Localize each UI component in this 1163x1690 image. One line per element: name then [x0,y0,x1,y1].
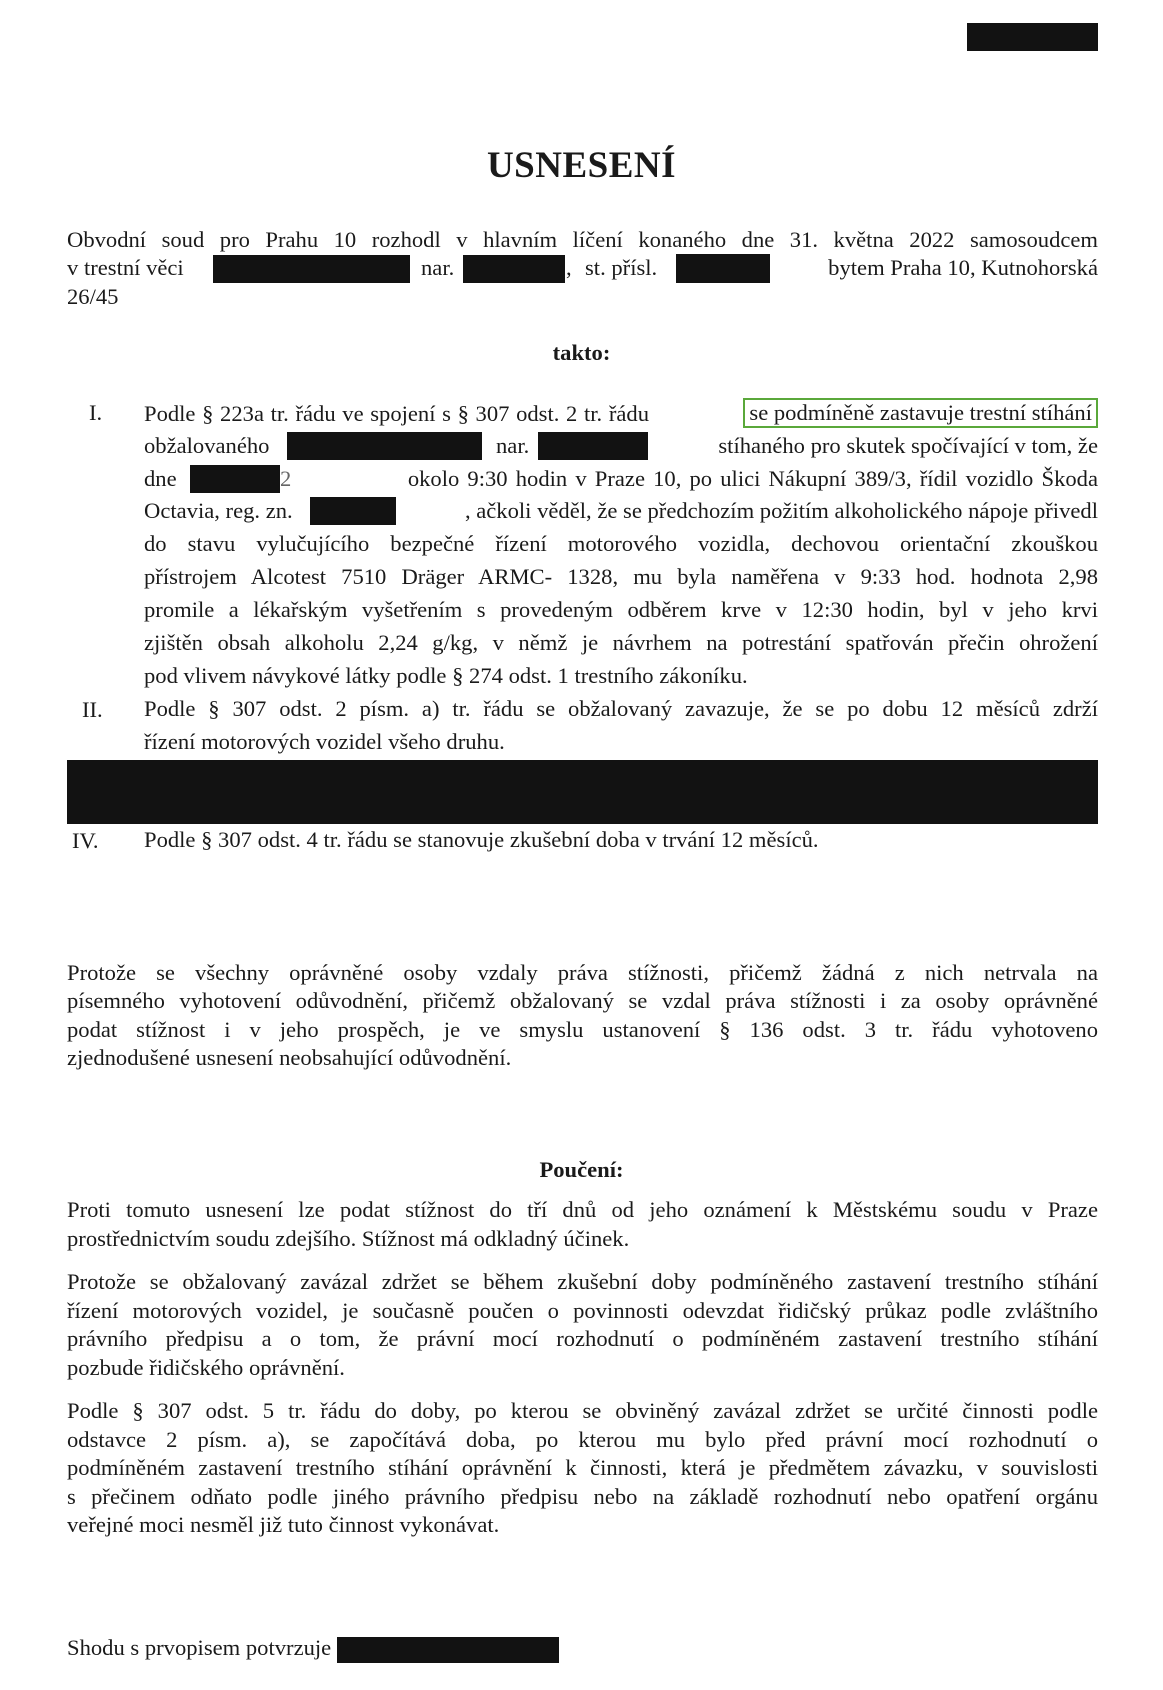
item-1-number: I. [89,400,103,425]
item-1-text-c: nar. [496,433,530,458]
intro-line-2 [67,254,1098,284]
instructions-p3-line-1: Podle § 307 odst. 5 tr. řádu do doby, po kterou se obviněný zavázal zdržet se určité činnosti podle [67,1398,1098,1423]
intro-text-d: st. přísl. [585,255,658,280]
instructions-p3-line-4: s přečinem odňato podle jiného právního předpisu nebo na základě rozhodnutí nebo opatření orgánu [67,1484,1098,1509]
redacted-birthdate [538,432,648,460]
instructions-p3-line-3: podmíněném zastavení trestního stíhání oprávnění k činnosti, která je předmětem závazku, v souvislosti [67,1455,1098,1480]
redacted-signature [337,1637,559,1663]
item-1-text-b: obžalovaného [144,433,270,458]
redacted-item-3 [67,760,1098,824]
instructions-p1-line-2: prostřednictvím soudu zdejšího. Stížnost má odkladný účinek. [67,1226,630,1251]
instructions-p2-line-4: pozbude řidičského oprávnění. [67,1355,345,1380]
item-4-number: IV. [72,828,99,853]
highlighted-phrase: se podmíněně zastavuje trestní stíhání [743,398,1098,428]
intro-text-b: nar. [421,255,455,280]
item-1-text-i: , ačkoli věděl, že se předchozím požitím alkoholického nápoje přivedl [464,498,1098,523]
item-1-line-5: do stavu vylučujícího bezpečné řízení motorového vozidla, dechovou orientační zkouškou [144,531,1098,556]
item-1-text-h: Octavia, reg. zn. [144,498,293,523]
item-1-text-g: okolo 9:30 hodin v Praze 10, po ulici Nákupní 389/3, řídil vozidlo Škoda [407,466,1098,491]
instructions-p1-line-1: Proti tomuto usnesení lze podat stížnost do tří dnů od jeho oznámení k Městskému soudu v Praze [67,1197,1098,1222]
redacted-date [190,465,280,493]
reasoning-line-2: písemného vyhotovení odůvodnění, přičemž obžalovaný se vzdal práva stížnosti i za osoby oprávněné [67,988,1098,1013]
instructions-p3-line-2: odstavce 2 písm. a), se započítává doba, po kterou mu bylo před právní mocí rozhodnutí o [67,1427,1098,1452]
document-title: USNESENÍ [486,145,677,186]
item-4-line-1: Podle § 307 odst. 4 tr. řádu se stanovuje zkušební doba v trvání 12 měsíců. [144,827,819,852]
item-2-number: II. [82,697,103,722]
redacted-birthdate [463,255,565,283]
instructions-p2-line-2: řízení motorových vozidel, je současně poučen o povinnosti odevzdat řidičský průkaz podle zvláštního [67,1298,1098,1323]
redacted-name [213,255,410,283]
item-1-text-f: 2 [280,466,292,491]
item-2-line-1: Podle § 307 odst. 2 písm. a) tr. řádu se obžalovaný zavazuje, že se po dobu 12 měsíců zdrží [144,696,1098,721]
item-1-line-2 [144,430,1098,462]
item-1-line-4 [144,495,1098,527]
item-1-line-1 [144,398,1098,430]
reasoning-line-3: podat stížnost i v jeho prospěch, je ve smyslu ustanovení § 136 odst. 3 tr. řádu vyhotoveno [67,1017,1098,1042]
item-1-text-e: dne [144,466,177,491]
redacted-nationality [676,254,770,283]
intro-text-c: , [566,255,572,280]
intro-text-e: bytem Praha 10, Kutnohorská [828,255,1098,280]
redacted-registration [310,497,396,525]
intro-text-a: v trestní věci [67,255,184,280]
reasoning-line-4: zjednodušené usnesení neobsahující odůvodnění. [67,1045,512,1070]
item-1-text-a: Podle § 223a tr. řádu ve spojení s § 307 odst. 2 tr. řádu [144,401,649,426]
item-2-line-2: řízení motorových vozidel všeho druhu. [144,729,505,754]
item-1-line-9: pod vlivem návykové látky podle § 274 odst. 1 trestního zákoníku. [144,663,748,688]
item-1-text-d: stíhaného pro skutek spočívající v tom, že [718,433,1098,458]
instructions-heading: Poučení: [539,1157,624,1182]
intro-line-1: Obvodní soud pro Prahu 10 rozhodl v hlavním líčení konaného dne 31. května 2022 samosoudcem [67,227,1098,252]
instructions-p3-line-5: veřejné moci nesměl již tuto činnost vykonávat. [67,1512,500,1537]
item-1-line-7: promile a lékařským vyšetřením s provedeným odběrem krve v 12:30 hodin, byl v jeho krvi [144,597,1098,622]
redacted-name [287,432,482,460]
certification-text: Shodu s prvopisem potvrzuje [67,1635,332,1660]
certification-line [67,1635,331,1661]
item-1-line-3 [144,463,1098,495]
redacted-header-mark [967,23,1098,51]
reasoning-line-1: Protože se všechny oprávněné osoby vzdaly práva stížnosti, přičemž žádná z nich netrvala na [67,960,1098,985]
instructions-p2-line-1: Protože se obžalovaný zavázal zdržet se během zkušební doby podmíněného zastavení trestního stíhání [67,1269,1098,1294]
instructions-p2-line-3: právního předpisu a o tom, že právní mocí rozhodnutí o podmíněném zastavení trestního stíhání [67,1326,1098,1351]
takto-heading: takto: [552,340,611,365]
item-1-line-6: přístrojem Alcotest 7510 Dräger ARMC- 1328, mu byla naměřena v 9:33 hod. hodnota 2,98 [144,564,1098,589]
intro-line-3: 26/45 [67,284,119,309]
item-1-line-8: zjištěn obsah alkoholu 2,24 g/kg, v němž je návrhem na potrestání spatřován přečin ohrožení [144,630,1098,655]
